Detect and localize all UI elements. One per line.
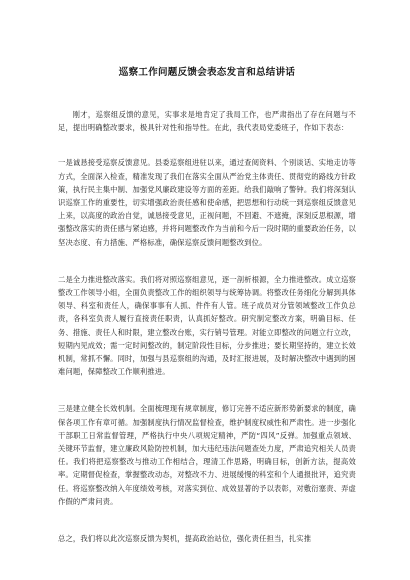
paragraph-point-three: 三是建立健全长效机制。全面梳理现有规章制度，修订完善不适应新形势新要求的制度，确保各项工作有章可循。加强制度执行情况监督检查，维护制度权威性和严肃性。进一步强化干部职工日常监督管理，严格执行中央八项规定精神，严防“四风”反弹。加强重点领域、关键环节监督，建立廉政风险防控机制，加大违纪违法问题查处力度，严肃追究相关人员责任。我们将把巡察整改与推动工作相结合，理清工作思路，明确目标，创新方法，提高效率。定期督促检查，掌握整改动态，对整改不力、进展缓慢的科室和个人通报批评，追究责任。将巡察整改纳入年度绩效考核，对落实到位、成效显著的予以表彰，对敷衍塞责、弄虚作假的严肃问责。 [58, 404, 356, 506]
document-title: 巡察工作问题反馈会表态发言和总结讲话 [118, 67, 296, 78]
paragraph-intro: 刚才，巡察组反馈的意见，实事求是地肯定了我局工作，也严肃指出了存在问题与不足，提出明确整改要求，极具针对性和指导性。在此，我代表局党委班子，作如下表态： [58, 110, 356, 133]
paragraph-conclusion: 总之，我们将以此次巡察反馈为契机，提高政治站位，强化责任担当，扎实推 [58, 534, 312, 544]
paragraph-gap [58, 249, 356, 273]
paragraph-point-two: 二是全力推进整改落实。我们将对照巡察组意见，逐一剖析根源，全力推进整改。成立巡察整改工作领导小组，全面负责整改工作的组织领导与统筹协调。将整改任务细化分解到具体领导、科室和责任人，确保事事有人抓、件件有人管。班子成员对分管领域整改工作负总责，各科室负责人履行直接责任职责，认真抓好整改。研究制定整改方案，明确目标、任务、措施、责任人和时限，建立整改台账，实行销号管理。对能立即整改的问题立行立改，短期内见成效；需一定时间整改的，制定阶段性目标，分步推进；要长期坚持的，建立长效机制，常抓不懈。同时，加强与县巡察组的沟通，及时汇报进展，及时解决整改中遇到的困难问题，保障整改工作顺利推进。 [58, 274, 356, 377]
paragraph-gap [58, 378, 356, 402]
paragraph-point-one: 一是诚恳接受巡察反馈意见。县委巡察组进驻以来，通过查阅资料、个别谈话、实地走访等方式，全面深入检查，精准发现了我们在落实全面从严治党主体责任、贯彻党的路线方针政策，执行民主集中制、加强党风廉政建设等方面的差距。给我们敲响了警钟。我们将深刻认识巡察工作的重要性，切实增强政治责任感和使命感，把思想和行动统一到巡察组反馈意见上来，以高度的政治自觉，诚恳接受意见，正视问题，不回避、不遮掩，深刻反思根源，增强整改落实的责任感与紧迫感，并将问题整改作为当前和今后一段时期的重要政治任务，以坚决态度、有力措施、严格标准，确保巡察反馈问题整改到位。 [58, 158, 356, 247]
paragraph-gap [58, 508, 356, 532]
paragraph-gap [58, 134, 356, 156]
